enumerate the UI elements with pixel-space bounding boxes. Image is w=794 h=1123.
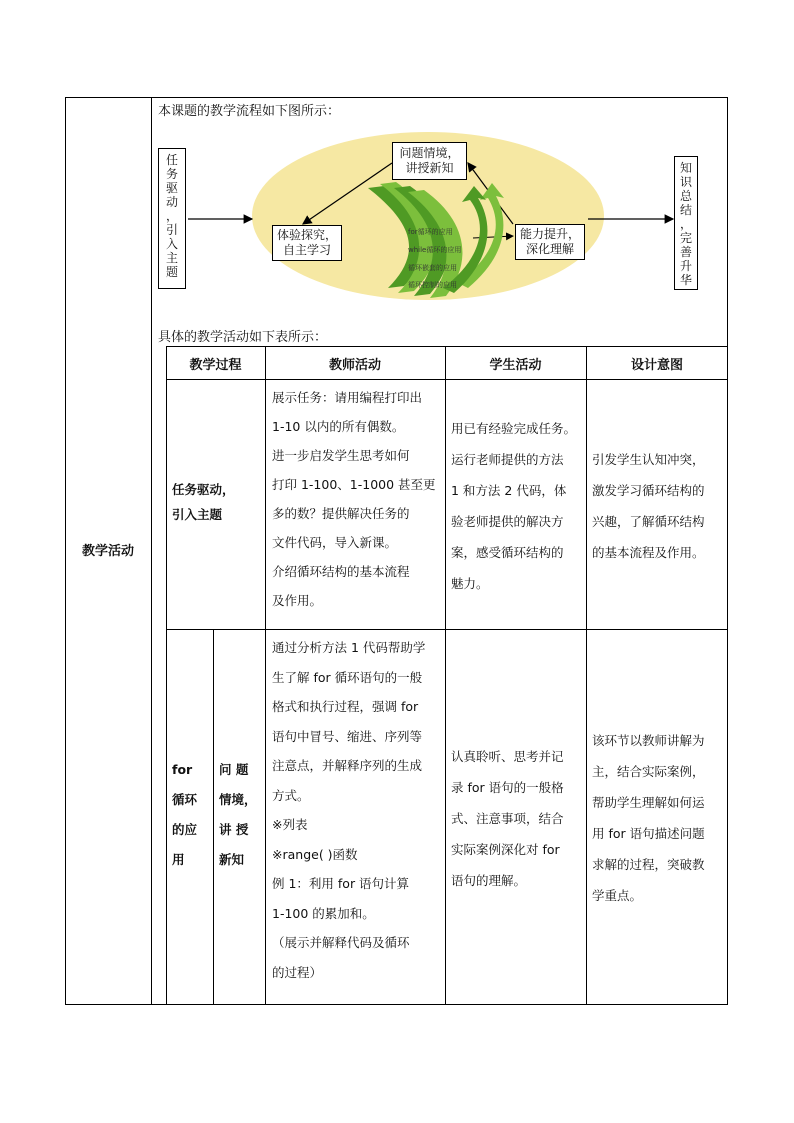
header-process: 教学过程 [189, 358, 242, 373]
header-intent: 设计意图 [630, 358, 683, 373]
node-explore: 体验探究， 自主学习 [272, 225, 342, 261]
start-box: 任 务 驱 动 ， 引 入 主 题 [158, 148, 186, 289]
header-teacher: 教师活动 [328, 358, 381, 373]
row1-process: 任务驱动， 引入主题 [172, 482, 235, 522]
label-for-loop: for循环的应用 [408, 228, 453, 236]
row-rule [166, 629, 728, 630]
bottom-rule [65, 1004, 728, 1005]
row2-teacher: 通过分析方法 1 代码帮助学 生了解 for 循环语句的一般 格式和执行过程，强调 for 语句中冒号、缩进、序列等 注意点，并解释序列的生成 方式。 ※列表 ※range( )函数 例 1：利用 for 语句计算 1-100 的累加和。 （展示并解释代码及循环 的过程） [272, 640, 426, 980]
row1-intent: 引发学生认知冲突， 激发学习循环结构的 兴趣，了解循环结构 的基本流程及作用。 [592, 452, 705, 560]
row1-student: 用已有经验完成任务。 运行老师提供的方法 1 和方法 2 代码，体 验老师提供的解决方 案，感受循环结构的 魅力。 [451, 421, 577, 591]
row2-intent: 该环节以教师讲解为 主，结合实际案例， 帮助学生理解如何运 用 for 语句描述问题 求解的过程，突破教 学重点。 [592, 733, 705, 903]
row2-student: 认真聆听、思考并记 录 for 语句的一般格 式、注意事项，结合 实际案例深化对 for 语句的理解。 [451, 749, 564, 888]
left-section-label: 教学活动 [81, 544, 134, 559]
row2-process: for 循环 的应 用 [172, 762, 198, 867]
table-intro-text: 具体的教学活动如下表所示： [158, 330, 328, 345]
column-divider [151, 97, 152, 1005]
header-rule [166, 379, 728, 380]
end-box: 知 识 总 结 ， 完 善 升 华 [674, 156, 698, 290]
label-nested-loop: 循环嵌套的应用 [408, 264, 457, 272]
col-rule-3 [586, 346, 587, 1004]
node-problem-situation: 问题情境， 讲授新知 [392, 142, 467, 180]
label-loop-control: 循环控制的应用 [408, 281, 457, 289]
inner-top-rule [166, 346, 728, 347]
col-rule-1 [265, 346, 266, 1004]
flow-intro-text: 本课题的教学流程如下图所示： [158, 104, 341, 119]
sub-col-rule [213, 629, 214, 1004]
row2-subprocess: 问 题 情境， 讲 授 新知 [219, 762, 257, 867]
inner-left-rule [166, 346, 167, 1004]
header-student: 学生活动 [489, 358, 542, 373]
col-rule-2 [445, 346, 446, 1004]
label-while-loop: while循环的应用 [408, 246, 462, 254]
node-ability: 能力提升， 深化理解 [515, 224, 585, 260]
teaching-flow-diagram [158, 128, 728, 318]
row1-teacher: 展示任务：请用编程打印出 1-10 以内的所有偶数。 进一步启发学生思考如何 打印 1-100、1-1000 甚至更 多的数？提供解决任务的 文件代码，导入新课。 介绍循环结构的基本流程 及作用。 [272, 390, 436, 608]
